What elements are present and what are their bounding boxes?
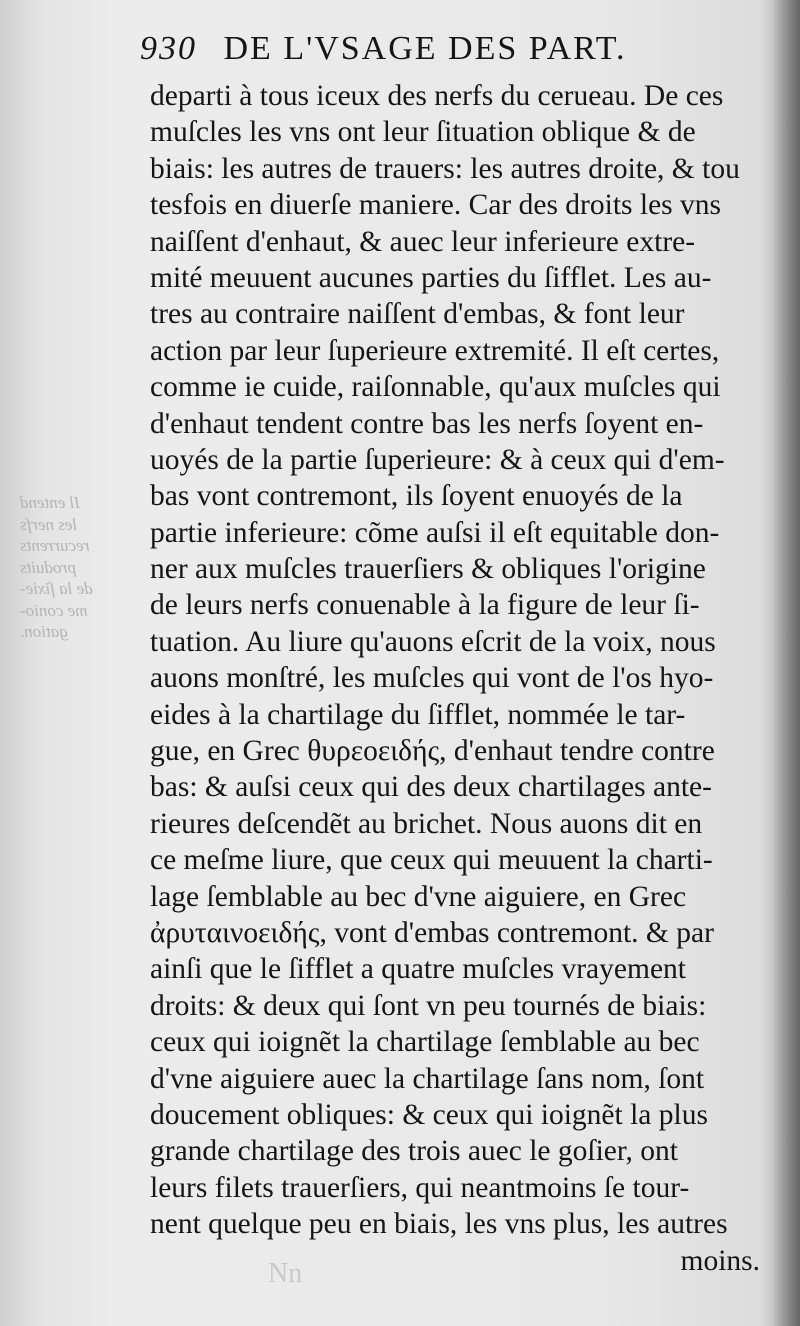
text-line: gue, en Grec θυρεοειδής, d'enhaut tendre contre <box>150 735 715 768</box>
text-line: ceux qui ioignẽt la chartilage ſemblable au bec <box>150 1026 700 1059</box>
text-line: departi à tous iceux des nerfs du cerueau. De ces <box>150 80 724 112</box>
text-line: rieures deſcendẽt au brichet. Nous auons dit en <box>150 807 703 840</box>
text-line: tesfois en diuerſe maniere. Car des droits les vns <box>150 189 722 222</box>
text-line: droits: & deux qui ſont vn peu tournés de biais: <box>150 989 707 1022</box>
text-line: lage ſemblable au bec d'vne aiguiere, en Grec <box>150 880 687 913</box>
margin-note-bleedthrough <box>20 492 142 643</box>
text-line: d'enhaut tendent contre bas les nerfs ſoyent en- <box>150 407 704 440</box>
text-line: muſcles les vns ont leur ſituation oblique & de <box>150 116 696 149</box>
text-line: eides à la chartilage du ſifflet, nommée le tar- <box>150 698 686 731</box>
text-line: ainſi que le ſifflet a quatre muſcles vrayement <box>150 953 686 986</box>
running-title: DE L'VSAGE DES PART. <box>223 30 627 67</box>
text-line: mité meuuent aucunes parties du ſifflet. Les au- <box>150 261 712 294</box>
text-line: de leurs nerfs conuenable à la figure de leur ſi- <box>150 589 700 622</box>
text-line: action par leur ſuperieure extremité. Il eſt certes, <box>150 334 720 367</box>
body-text <box>150 78 760 1279</box>
margin-note-line: produits <box>20 557 77 577</box>
text-line: grande chartilage des trois auec le goſier, ont <box>150 1135 678 1168</box>
text-line: bas vont contremont, ils ſoyent enuoyés de la <box>150 480 683 513</box>
text-line: naiſſent d'enhaut, & auec leur inferieure extre- <box>150 225 696 258</box>
margin-note-line: me conio- <box>20 600 88 620</box>
text-line: tuation. Au liure qu'auons eſcrit de la voix, nous <box>150 625 716 658</box>
page-number: 930 <box>140 30 197 67</box>
text-line: moins. <box>680 1244 760 1277</box>
text-line: ce meſme liure, que ceux qui meuuent la charti- <box>150 844 713 877</box>
margin-note-line: recurrents <box>20 536 90 555</box>
text-line: auons monſtré, les muſcles qui vont de l'os hyo- <box>150 662 714 695</box>
text-line: bas: & auſsi ceux qui des deux chartilages ante- <box>150 771 712 804</box>
page-edge-shadow <box>772 0 800 1326</box>
margin-note-line: de la ſixie- <box>20 579 93 598</box>
text-line: uoyés de la partie ſuperieure: & à ceux qui d'em- <box>150 443 725 476</box>
running-header <box>140 30 740 80</box>
margin-note-line: les nerfs <box>20 514 78 534</box>
text-line: leurs filets trauerſiers, qui neantmoins ſe tour- <box>150 1171 690 1204</box>
text-line: comme ie cuide, raiſonnable, qu'aux muſcles qui <box>150 371 721 404</box>
text-line: partie inferieure: cõme auſsi il eſt equitable don- <box>150 516 720 549</box>
text-line: d'vne aiguiere auec la chartilage ſans nom, ſont <box>150 1062 705 1095</box>
text-line: tres au contraire naiſſent d'embas, & font leur <box>150 298 685 331</box>
bleedthrough-signature: Nn <box>268 1258 303 1289</box>
text-line: doucement obliques: & ceux qui ioignẽt la plus <box>150 1098 708 1131</box>
text-line: ner aux muſcles trauerſiers & obliques l'origine <box>150 553 706 586</box>
margin-note-line: Il entend <box>20 493 80 512</box>
text-line: biais: les autres de trauers: les autres droite, & tou <box>150 152 740 185</box>
text-line: nent quelque peu en biais, les vns plus, les autres <box>150 1208 728 1241</box>
text-line: ἀρυταινοειδής, vont d'embas contremont. & par <box>150 916 714 949</box>
margin-note-line: gation. <box>20 622 68 641</box>
